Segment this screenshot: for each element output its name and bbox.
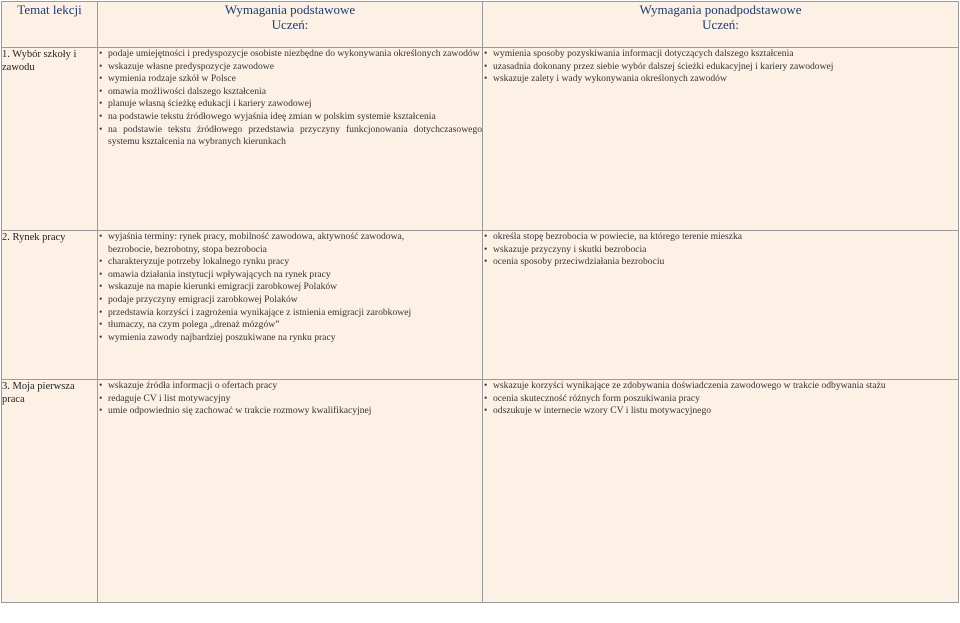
topic-cell: 2. Rynek pracy [2,231,98,380]
topic-cell: 1. Wybór szkoły i zawodu [2,48,98,231]
advanced-requirements-cell [483,380,959,603]
advanced-requirements-cell [483,48,959,231]
basic-requirements-list [98,380,482,418]
list-item: • przedstawia korzyści i zagrożenia wynikające z istnienia emigracji zarobkowej [98,307,482,320]
header-basic-subtitle: Uczeń: [271,17,309,32]
list-item: • wskazuje na mapie kierunki emigracji zarobkowej Polaków [98,281,482,294]
header-topic: Temat lekcji [2,2,98,48]
list-item: • ocenia skuteczność różnych form poszukiwania pracy [483,393,958,406]
table-row [2,48,959,231]
list-item: • tłumaczy, na czym polega „drenaż mózgów” [98,319,482,332]
list-item: • wymienia rodzaje szkół w Polsce [98,73,482,86]
list-item: • charakteryzuje potrzeby lokalnego rynku pracy [98,256,482,269]
basic-requirements-list [98,48,482,149]
table-row [2,231,959,380]
list-item: • wskazuje źródła informacji o ofertach pracy [98,380,482,393]
table-row [2,380,959,603]
advanced-requirements-list [483,380,958,418]
list-item: • wyjaśnia terminy: rynek pracy, mobilność zawodowa, aktywność zawodowa, bezrobocie, bezrobotny, stopa bezrobocia [98,231,482,256]
list-item: • ocenia sposoby przeciwdziałania bezrobociu [483,256,958,269]
list-item: • uzasadnia dokonany przez siebie wybór dalszej ścieżki edukacyjnej i kariery zawodowej [483,61,958,74]
list-item: • wskazuje własne predyspozycje zawodowe [98,61,482,74]
advanced-requirements-cell [483,231,959,380]
list-item: • wskazuje zalety i wady wykonywania określonych zawodów [483,73,958,86]
basic-requirements-cell [98,48,483,231]
topic-cell: 3. Moja pierwsza praca [2,380,98,603]
list-item: • wymienia zawody najbardziej poszukiwane na rynku pracy [98,332,482,345]
list-item: • na podstawie tekstu źródłowego wyjaśnia ideę zmian w polskim systemie kształcenia [98,111,482,124]
list-item: • określa stopę bezrobocia w powiecie, na którego terenie mieszka [483,231,958,244]
header-advanced-title: Wymagania ponadpodstawowe [639,2,802,17]
list-item: • redaguje CV i list motywacyjny [98,393,482,406]
header-basic-title: Wymagania podstawowe [224,2,356,17]
advanced-requirements-list [483,48,958,86]
list-item: • na podstawie tekstu źródłowego przedstawia przyczyny funkcjonowania dotychczasowego systemu kształcenia na wybranych kierunkach [98,124,482,149]
list-item: • wskazuje przyczyny i skutki bezrobocia [483,244,958,257]
advanced-requirements-list [483,231,958,269]
list-item: • planuje własną ścieżkę edukacji i kariery zawodowej [98,98,482,111]
basic-requirements-cell [98,231,483,380]
list-item: • wymienia sposoby pozyskiwania informacji dotyczących dalszego kształcenia [483,48,958,61]
list-item: • omawia działania instytucji wpływających na rynek pracy [98,269,482,282]
header-advanced-subtitle: Uczeń: [702,17,739,32]
list-item: • umie odpowiednio się zachować w trakcie rozmowy kwalifikacyjnej [98,405,482,418]
list-item: • odszukuje w internecie wzory CV i listu motywacyjnego [483,405,958,418]
requirements-table [1,1,959,603]
header-advanced [483,2,959,48]
list-item: • podaje umiejętności i predyspozycje osobiste niezbędne do wykonywania określonych zawodów [98,48,482,61]
list-item: • podaje przyczyny emigracji zarobkowej Polaków [98,294,482,307]
header-basic [98,2,483,48]
list-item: • wskazuje korzyści wynikające ze zdobywania doświadczenia zawodowego w trakcie odbywania stażu [483,380,958,393]
header-row [2,2,959,48]
list-item: • omawia możliwości dalszego kształcenia [98,86,482,99]
basic-requirements-list [98,231,482,344]
basic-requirements-cell [98,380,483,603]
